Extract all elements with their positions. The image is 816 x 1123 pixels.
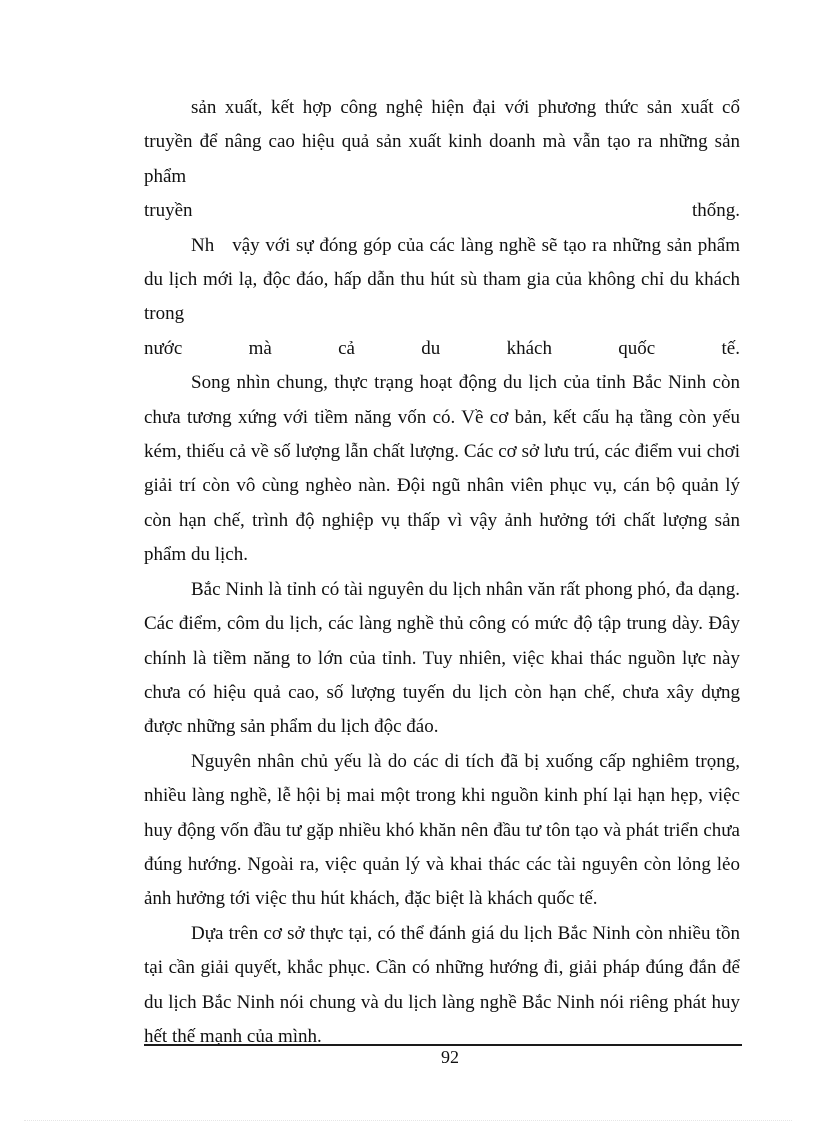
paragraph-5: Nguyên nhân chủ yếu là do các di tích đã bị xuống cấp nghiêm trọng, nhiều làng nghề, lễ hội bị mai một trong khi nguồn kinh phí lại hạn hẹp, việc huy động vốn đầu tư gặp nhiều khó khăn nên đầu tư tôn tạo và phát triển chưa đúng hướng. Ngoài ra, việc quản lý và khai thác các tài nguyên còn lỏng lẻo ảnh hưởng tới việc thu hút khách, đặc biệt là khách quốc tế.: [144, 750, 740, 910]
paragraph-2-lead: Nh: [191, 234, 215, 256]
page-edge-divider: [24, 1120, 792, 1121]
page-number: 92: [441, 1047, 459, 1067]
paragraph-3: Song nhìn chung, thực trạng hoạt động du lịch của tỉnh Bắc Ninh còn chưa tương xứng với tiềm năng vốn có. Về cơ bản, kết cấu hạ tầng còn yếu kém, thiếu cả về số lượng lẫn chất lượng. Các cơ sở lưu trú, các điểm vui chơi giải trí còn vô cùng nghèo nàn. Đội ngũ nhân viên phục vụ, cán bộ quản lý còn hạn chế, trình độ nghiệp vụ thấp vì vậy ảnh hưởng tới chất lượng sản phẩm du lịch.: [144, 372, 740, 566]
paragraph-1-last-line: [144, 194, 740, 228]
paragraph-2-last-line: [144, 332, 740, 366]
paragraph-2: [144, 229, 740, 332]
paragraph-2-line-3: nước mà cả du khách quốc tế.: [144, 337, 740, 359]
paragraph-6: Dựa trên cơ sở thực tại, có thể đánh giá du lịch Bắc Ninh còn nhiều tồn tại cần giải quyết, khắc phục. Cần có những hướng đi, giải pháp đúng đắn để du lịch Bắc Ninh nói chung và du lịch làng nghề Bắc Ninh nói riêng phát huy hết thế mạnh của mình.: [144, 922, 740, 1047]
body-text: [144, 91, 740, 1054]
paragraph-1: [144, 91, 740, 194]
paragraph-1-line-1: sản xuất, kết hợp công nghệ hiện đại với phương thức sản xuất cổ truyền: [144, 97, 740, 153]
paragraph-1-line-3: truyền thống.: [144, 200, 740, 222]
paragraph-1-line-2: để nâng cao hiệu quả sản xuất kinh doanh mà vẫn tạo ra những sản phẩm: [144, 131, 741, 187]
paragraph-4: Bắc Ninh là tỉnh có tài nguyên du lịch nhân văn rất phong phó, đa dạng. Các điểm, côm du lịch, các làng nghề thủ công có mức độ tập trung dày. Đây chính là tiềm năng to lớn của tỉnh. Tuy nhiên, việc khai thác nguồn lực này chưa có hiệu quả cao, số lượng tuyến du lịch còn hạn chế, chưa xây dựng được những sản phẩm du lịch độc đáo.: [144, 578, 740, 738]
paragraph-2-line-1: vậy với sự đóng góp của các làng nghề sẽ tạo ra những sản phẩm du: [144, 234, 740, 291]
paragraph-2-line-2: lịch mới lạ, độc đáo, hấp dẫn thu hút sù tham gia của không chỉ du khách trong: [144, 269, 741, 325]
